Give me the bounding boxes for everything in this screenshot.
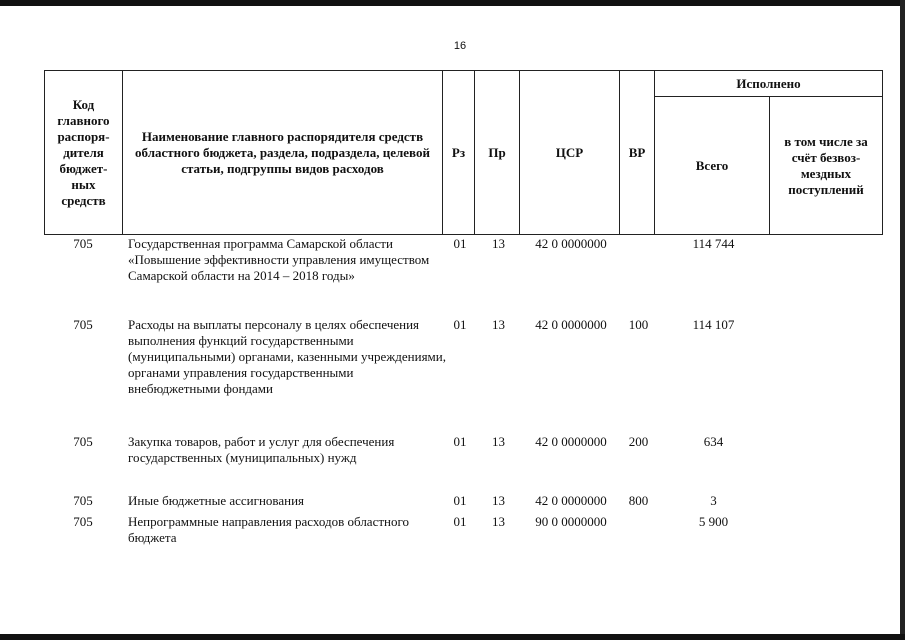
cell-pr: 13 xyxy=(492,493,505,508)
cell-csr: 42 0 0000000 xyxy=(535,236,607,251)
cell-vr: 100 xyxy=(628,317,649,332)
cell-vr: 200 xyxy=(628,434,649,449)
cell-pr: 13 xyxy=(492,236,505,251)
cell-rz: 01 xyxy=(453,493,467,508)
cell-name: Непрограммные направления расходов областного бюджета xyxy=(128,514,409,545)
cell-pr: 13 xyxy=(492,514,505,529)
cell-name: Государственная программа Самарской области «Повышение эффективности управления имуществом Самарской области на 2014 – 2018 годы» xyxy=(128,236,430,283)
header-free: в том числе за счёт безвоз-мездных поступлений xyxy=(770,97,883,235)
header-csr: ЦСР xyxy=(520,71,620,235)
header-name: Наименование главного распорядителя средств областного бюджета, раздела, подраздела, целевой статьи, подгруппы видов расходов xyxy=(123,71,443,235)
cell-total: 114 107 xyxy=(692,317,735,332)
cell-csr: 42 0 0000000 xyxy=(535,434,607,449)
header-total: Всего xyxy=(655,97,770,235)
cell-name: Закупка товаров, работ и услуг для обеспечения государственных (муниципальных) нужд xyxy=(128,434,395,465)
cell-rz: 01 xyxy=(453,434,467,449)
scan-bottom-border xyxy=(0,634,905,640)
cell-code: 705 xyxy=(73,236,93,251)
page-number: 16 xyxy=(453,40,467,52)
cell-rz: 01 xyxy=(453,236,467,251)
header-executed: Исполнено xyxy=(655,71,883,97)
cell-code: 705 xyxy=(73,493,93,508)
table-header xyxy=(44,70,883,235)
scan-right-border xyxy=(900,0,905,640)
cell-csr: 90 0 0000000 xyxy=(535,514,607,529)
scan-top-border xyxy=(0,0,905,6)
cell-total: 114 744 xyxy=(692,236,735,251)
header-pr: Пр xyxy=(475,71,520,235)
header-vr: ВР xyxy=(620,71,655,235)
header-code: Код главного распоря-дителя бюджет-ных средств xyxy=(45,71,123,235)
cell-code: 705 xyxy=(73,317,93,332)
cell-csr: 42 0 0000000 xyxy=(535,317,607,332)
cell-name: Иные бюджетные ассигнования xyxy=(128,493,305,508)
cell-code: 705 xyxy=(73,514,93,529)
cell-rz: 01 xyxy=(453,317,467,332)
cell-name: Расходы на выплаты персоналу в целях обеспечения выполнения функций государственными (муниципальными) органами, казенными учреждениями, органами управления государственными внебюджетными фондами xyxy=(128,317,446,396)
cell-csr: 42 0 0000000 xyxy=(535,493,607,508)
cell-pr: 13 xyxy=(492,317,505,332)
cell-total: 3 xyxy=(710,493,717,508)
cell-vr: 800 xyxy=(628,493,649,508)
cell-pr: 13 xyxy=(492,434,505,449)
cell-code: 705 xyxy=(73,434,93,449)
cell-total: 5 900 xyxy=(698,514,729,529)
cell-rz: 01 xyxy=(453,514,467,529)
header-rz: Рз xyxy=(443,71,475,235)
cell-total: 634 xyxy=(703,434,724,449)
